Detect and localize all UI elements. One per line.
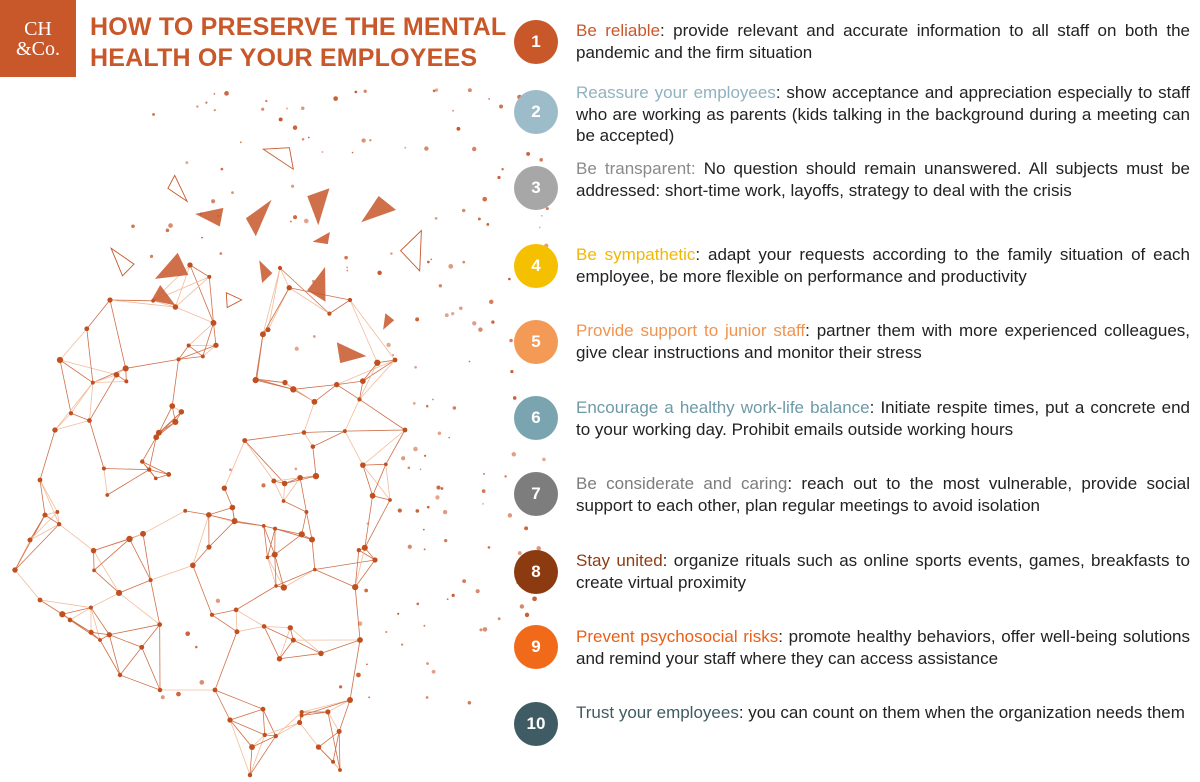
tip-number-badge: 8: [514, 550, 558, 594]
tip-body: No question should remain unanswered. All subjects must be addressed: short-time work, layoffs, strategy to deal with the crisis: [576, 159, 1190, 200]
page-title: HOW TO PRESERVE THE MENTAL HEALTH OF YOUR EMPLOYEES: [90, 13, 506, 72]
tip-number-badge: 3: [514, 166, 558, 210]
brand-logo: [0, 0, 76, 77]
tip-number-badge: 9: [514, 625, 558, 669]
tip-heading: Be transparent:: [576, 159, 696, 178]
tip-text: [576, 244, 1190, 287]
tip-body: : Initiate respite times, put a concrete end to your working day. Prohibit emails outside working hours: [576, 398, 1190, 439]
tip-6: [514, 376, 1194, 452]
tip-text: [576, 626, 1190, 669]
tip-body: : organize rituals such as online sports events, games, breakfasts to create virtual proximity: [576, 551, 1190, 592]
tip-heading: Encourage a healthy work-life balance: [576, 398, 870, 417]
tip-text: [576, 320, 1190, 363]
tip-3: [514, 146, 1194, 222]
tip-heading: Reassure your employees: [576, 83, 776, 102]
tip-heading: Be reliable: [576, 21, 661, 40]
tip-number-badge: 7: [514, 472, 558, 516]
tip-text: [576, 82, 1190, 147]
tip-body: : provide relevant and accurate information to all staff on both the pandemic and the firm situation: [576, 21, 1190, 62]
tip-body: : reach out to the most vulnerable, provide social support to each other, plan regular meetings to avoid isolation: [576, 474, 1190, 515]
tip-number-badge: 5: [514, 320, 558, 364]
tip-body: : promote healthy behaviors, offer well-being solutions and remind your staff where they can access assistance: [576, 627, 1190, 668]
tip-text: [576, 702, 1190, 724]
tip-4: [514, 224, 1194, 300]
tip-8: [514, 528, 1194, 604]
tip-heading: Be considerate and caring: [576, 474, 788, 493]
network-head-illustration: [0, 80, 560, 782]
tip-10: [514, 680, 1194, 756]
tip-1: [514, 4, 1194, 80]
tip-number-badge: 10: [514, 702, 558, 746]
tip-text: [576, 473, 1190, 516]
tip-5: [514, 300, 1194, 376]
tip-heading: Prevent psychosocial risks: [576, 627, 779, 646]
tip-number-badge: 2: [514, 90, 558, 134]
logo-line-1: CH: [24, 17, 52, 40]
tip-text: [576, 158, 1190, 201]
tip-text: [576, 20, 1190, 63]
tip-body: : adapt your requests according to the family situation of each employee, be more flexible on performance and productivity: [576, 245, 1190, 286]
tip-heading: Stay united: [576, 551, 663, 570]
tip-2: [514, 70, 1194, 146]
tips-list: [514, 0, 1194, 782]
tip-heading: Provide support to junior staff: [576, 321, 806, 340]
tip-heading: Trust your employees: [576, 703, 739, 722]
tip-heading: Be sympathetic: [576, 245, 696, 264]
tip-7: [514, 452, 1194, 528]
tip-9: [514, 604, 1194, 680]
tip-body: : show acceptance and appreciation especially to staff who are working as parents (kids talking in the background during a meeting can be accepted): [576, 83, 1190, 145]
tip-number-badge: 6: [514, 396, 558, 440]
tip-body: : partner them with more experienced colleagues, give clear instructions and monitor their stress: [576, 321, 1191, 362]
tip-text: [576, 397, 1190, 440]
tip-number-badge: 1: [514, 20, 558, 64]
tip-body: : you can count on them when the organization needs them: [738, 703, 1185, 722]
tip-text: [576, 550, 1190, 593]
tip-number-badge: 4: [514, 244, 558, 288]
logo-line-2: &Co.: [16, 37, 60, 60]
